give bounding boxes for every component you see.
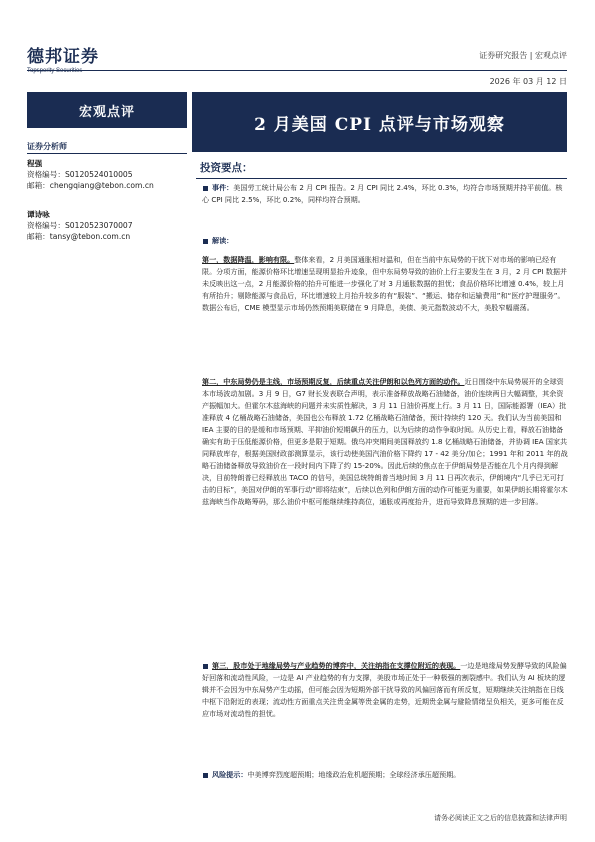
point-paragraph [202,660,568,720]
point-lead: 第一，数据降温，影响有限。 [202,255,295,264]
report-date: 2026 年 03 月 12 日 [489,77,567,86]
analyst-card [27,158,154,191]
event-paragraph [202,182,568,206]
sidebar-divider [27,153,187,154]
report-type: 证券研究报告 | 宏观点评 [479,51,567,60]
point-lead: 第二，中东局势仍是主线，市场预期反复，后续重点关注伊朗和以色列方面的动作。 [202,377,465,386]
point-text: 整体来看，2 月美国通胀相对温和，但在当前中东局势的干扰下对市场的影响已经有限。分项方面，能源价格环比增速呈现明显抬升迹象，但中东局势导致的油价上行主要发生在 3 月，2 月 CPI 数据并未反映出这一点，2 月能源价格的抬升可能进一步强化了对 3 月通胀数据的担忧；食品价格环比增速 0.4%，较上月有所抬升；剔除能源与食品后，环比增速较上月抬升较多的有“服装”、“搬运、储存和运输费用”和“医疗护理服务”。数据公布后，CME 模型显示市场仍然预期美联储在 9 月降息，美债、美元指数波动不大，美股窄幅震荡。 [202,255,568,312]
header-divider [27,70,567,71]
analyst-email[interactable]: 邮箱：chengqiang@tebon.com.cn [27,181,154,190]
analyst-name: 程强 [27,159,43,168]
category-banner: 宏观点评 [27,92,187,128]
section-title: 投资要点： [200,162,253,174]
analyst-card [27,209,133,242]
report-title: 2 月美国 CPI 点评与市场观察 [192,92,567,152]
analyst-email[interactable]: 邮箱：tansy@tebon.com.cn [27,232,131,241]
analysis-label-line [202,235,568,247]
risk-label: 风险提示： [212,770,248,779]
analysis-label: 解读： [212,236,234,245]
footer-disclaimer: 请务必阅读正文之后的信息披露和法律声明 [434,814,567,822]
logo-cn: 德邦证券 [27,47,99,67]
point-text: 近日围绕中东局势展开的全球资本市场波动加剧。3 月 9 日，G7 财长发表联合声明，表示准备释放战略石油储备，油价连续两日大幅调整，其余资产振幅加大。但霍尔木兹海峡的问题并未实质性解决，3 月 11 日油价再度上行。3 月 11 日，国际能源署（IEA）批准释放 4 亿桶战略石油储备，美国也公布释放 1.72 亿桶战略石油储备，预计持续约 120 天。我们认为当前美国和 IEA 主要的目的是缓和市场预期、平抑油价短期飙升的压力，以为后续的动作争取时间。从历史上看，释放石油储备确实有助于压低能源价格，但更多是限于短期。俄乌冲突期间美国释放约 1.8 亿桶战略石油储备，并协调 IEA 国家共同释放库存，根据美国财政部测算显示，该行动使美国汽油价格下降约 17 - 42 美分/加仑；1991 年和 2011 年的战略石油储备释放导致油价在一段时间内下降了约 15-20%。因此后续的焦点在于伊朗局势是否能在几个月内得到解决，目前特朗普已经释放出 TACO 的信号，美国总统特朗普当地时间 3 月 11 日再次表示，伊朗境内“几乎已无可打击的目标”，美国对伊朗的军事行动“即将结束”，后续以色列和伊朗方面的动作可能更为重要，如果伊朗长期将霍尔木兹海峡当作战略筹码，那么油价中枢可能继续维持高位，通胀或再度抬升，进而导致降息预期的进一步回落。 [202,377,568,506]
analyst-name: 谭诗咏 [27,210,50,219]
analyst-cert: 资格编号：S0120524010005 [27,170,133,179]
risk-paragraph [202,769,568,781]
event-label: 事件： [212,183,234,192]
event-text: 美国劳工统计局公布 2 月 CPI 报告。2 月 CPI 同比 2.4%，环比 0.3%，均符合市场预期并持平前值。核心 CPI 同比 2.5%，环比 0.2%，同样均符合预期。 [202,183,563,204]
analyst-cert: 资格编号：S0120523070007 [27,221,133,230]
section-divider [196,178,567,179]
risk-text: 中美博弈烈度超预期；地缘政治危机超预期；全球经济承压超预期。 [247,770,461,779]
analyst-section-label: 证券分析师 [27,142,67,151]
point-paragraph [202,254,568,314]
point-text: 一边是地缘局势发酵导致的风险偏好回落和流动性风险，一边是 AI 产业趋势的有力支撑，美股市场正处于一种极强的割裂感中。我们认为 AI 板块的逻辑并不会因为中东局势产生动摇，但可能会因为短期外部干扰导致的风偏回落而有所反复，短期继续关注纳指在日线中枢下沿附近的表现；流动性方面重点关注贵金属等贵金属的走势，近期贵金属与避险情绪呈负相关，更多可能在反应市场对流动性的担忧。 [202,661,567,718]
logo-en: Topsperity Securities [27,68,83,74]
point-paragraph [202,376,568,508]
point-lead: 第三，股市处于地缘局势与产业趋势的博弈中，关注纳指在支撑位附近的表现。 [212,661,461,670]
